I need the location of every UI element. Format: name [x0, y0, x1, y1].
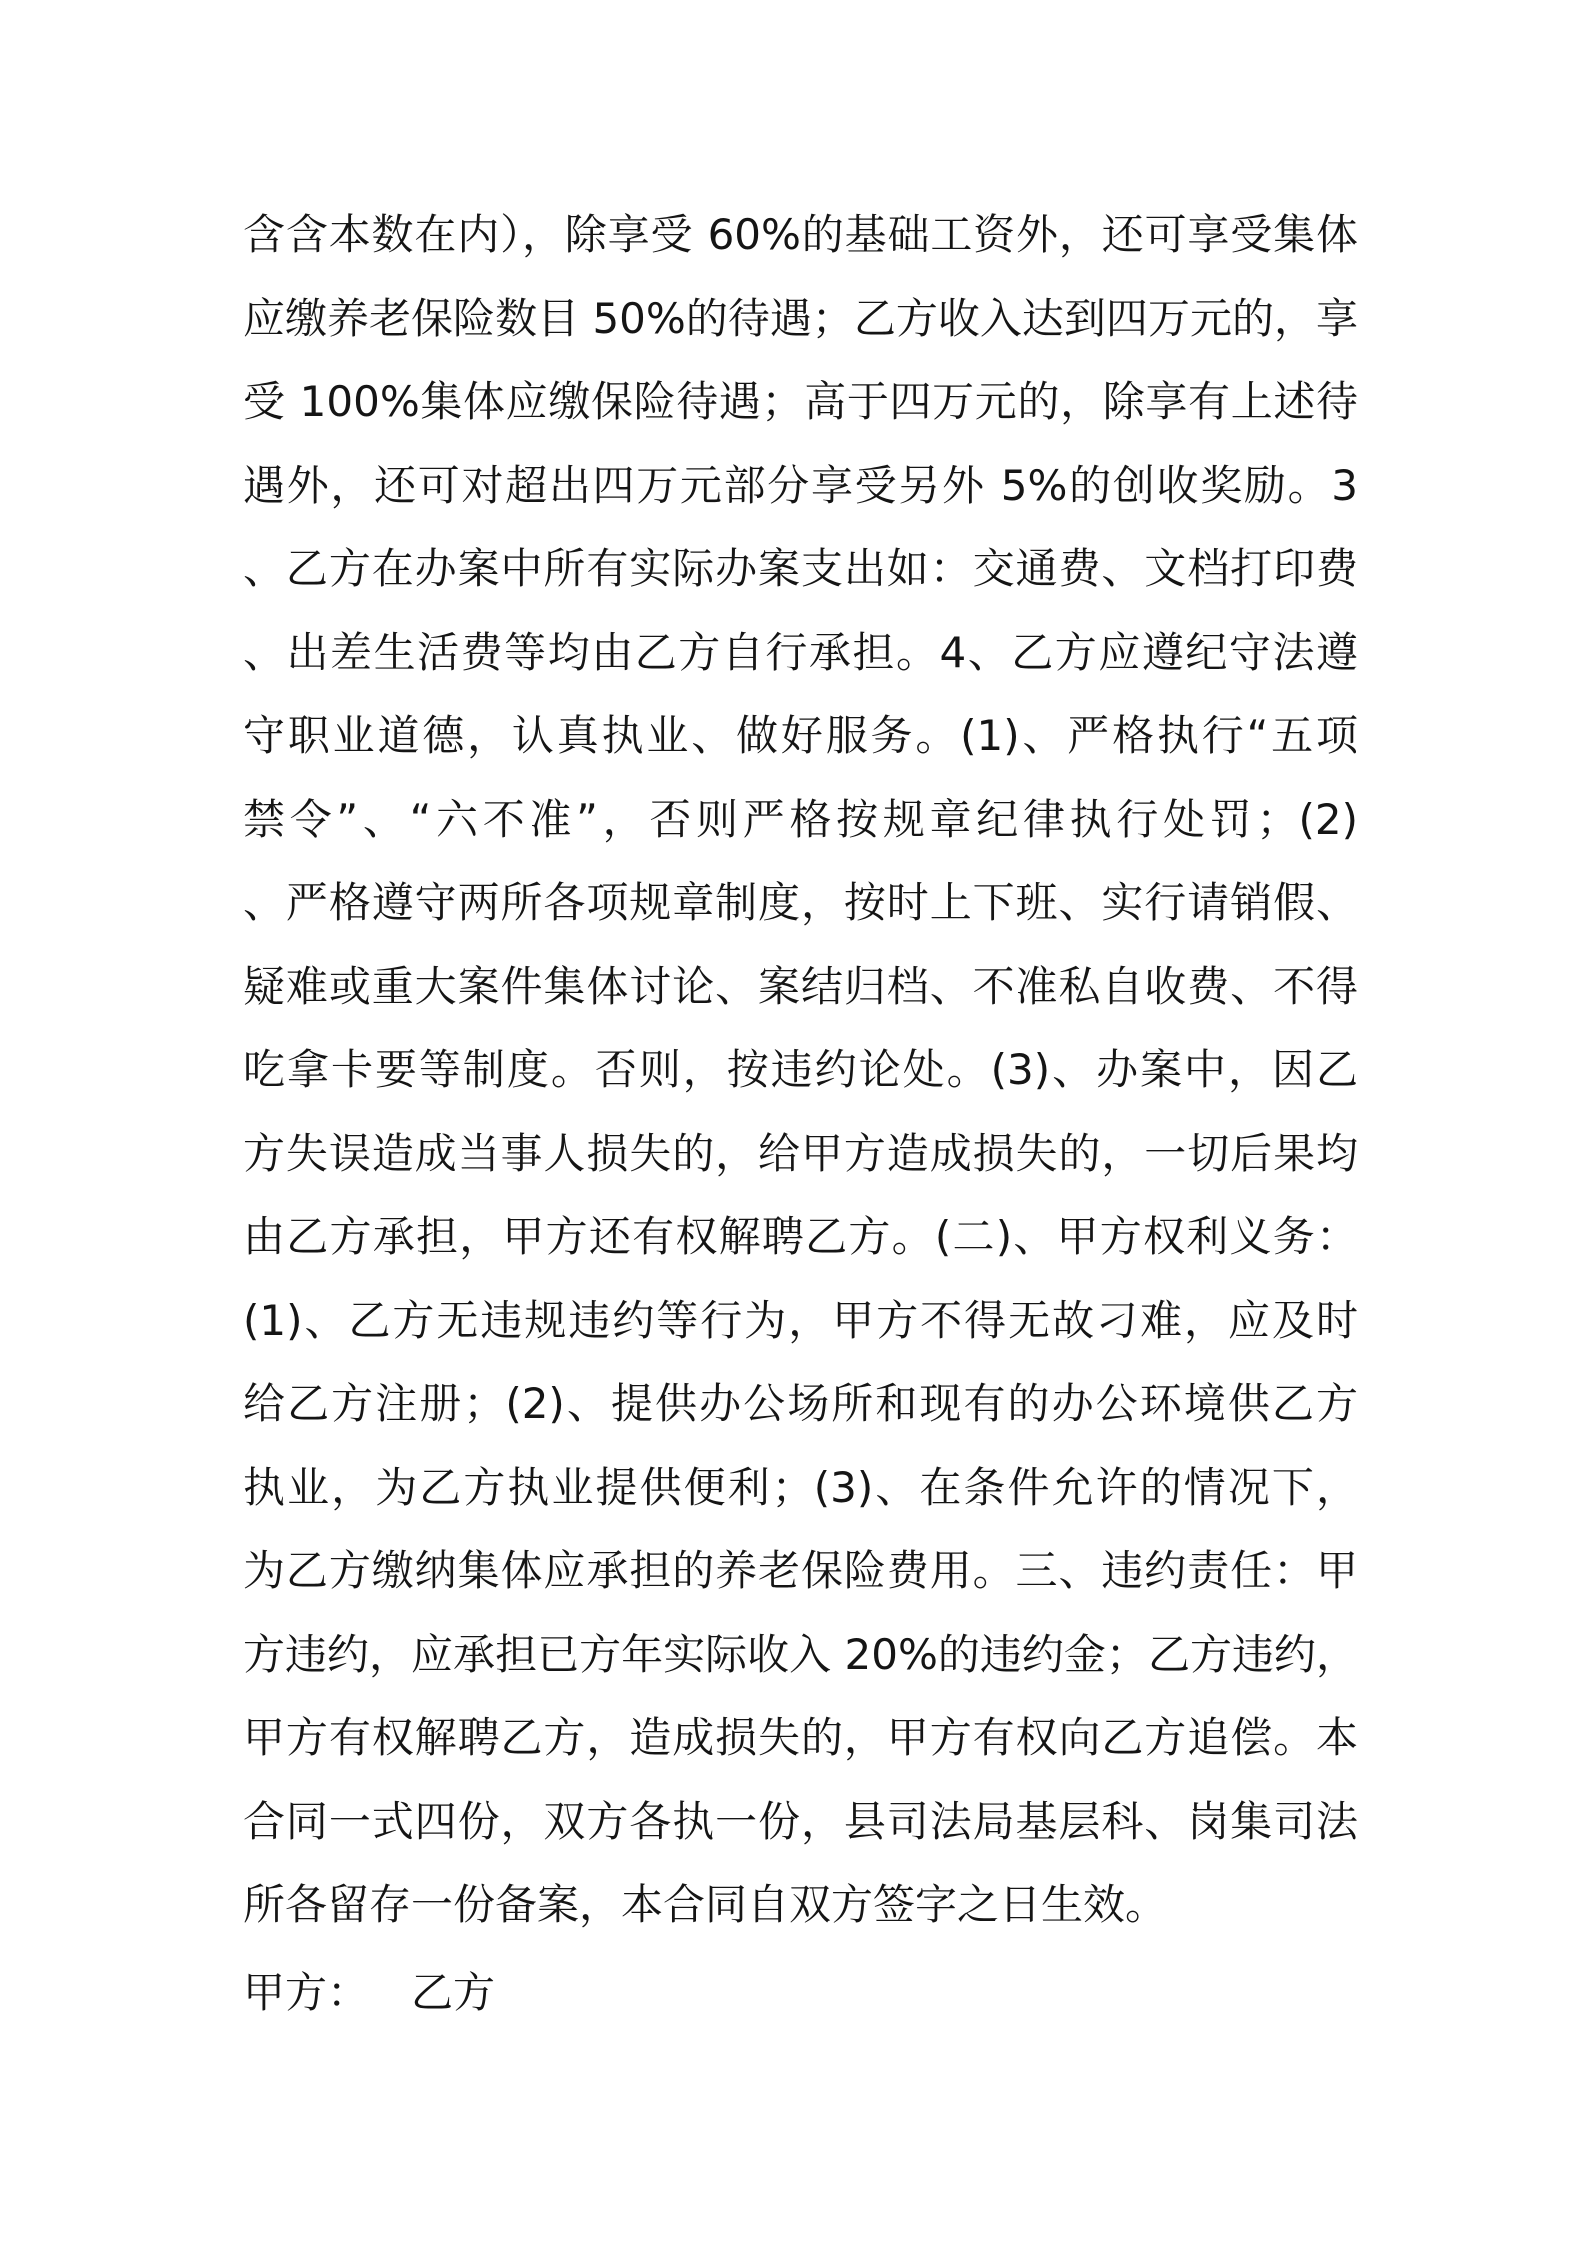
text-line: 疑难或重大案件集体讨论、案结归档、不准私自收费、不得 [243, 961, 1358, 1011]
text-line: 守职业道德，认真执业、做好服务。(1)、严格执行“五项 [243, 711, 1358, 760]
text-line: (1)、乙方无违规违约等行为，甲方不得无故刁难，应及时 [243, 1295, 1358, 1345]
text-line: 所各留存一份备案，本合同自双方签字之日生效。 [243, 1880, 1168, 1929]
text-line: 甲方有权解聘乙方，造成损失的，甲方有权向乙方追偿。本 [243, 1713, 1358, 1762]
party-a-signature-label: 甲方： [243, 1968, 370, 2017]
text-line: 合同一式四份，双方各执一份，县司法局基层科、岗集司法 [243, 1796, 1358, 1846]
text-line: 、乙方在办案中所有实际办案支出如：交通费、文档打印费 [243, 544, 1358, 593]
text-line: 执业，为乙方执业提供便利；(3)、在条件允许的情况下， [243, 1462, 1358, 1512]
party-b-signature-label: 乙方 [411, 1968, 496, 2017]
signature-block [243, 1951, 495, 2035]
text-line: 方违约，应承担已方年实际收入 20%的违约金；乙方违约， [243, 1629, 1358, 1679]
text-line: 、严格遵守两所各项规章制度，按时上下班、实行请销假、 [243, 878, 1358, 927]
contract-body [243, 193, 1358, 1947]
text-line: 为乙方缴纳集体应承担的养老保险费用。三、违约责任：甲 [243, 1546, 1358, 1595]
text-line: 遇外，还可对超出四万元部分享受另外 5%的创收奖励。3 [243, 460, 1358, 510]
text-line: 、出差生活费等均由乙方自行承担。4、乙方应遵纪守法遵 [243, 627, 1358, 677]
text-line: 吃拿卡要等制度。否则，按违约论处。(3)、办案中，因乙 [243, 1045, 1358, 1094]
text-line: 方失误造成当事人损失的，给甲方造成损失的，一切后果均 [243, 1128, 1358, 1178]
text-line: 应缴养老保险数目 50%的待遇；乙方收入达到四万元的，享 [243, 293, 1358, 343]
text-line: 含含本数在内），除享受 60%的基础工资外，还可享受集体 [243, 210, 1358, 259]
text-line: 禁令”、“六不准”，否则严格按规章纪律执行处罚；(2) [243, 794, 1358, 844]
text-line: 受 100%集体应缴保险待遇；高于四万元的，除享有上述待 [243, 377, 1358, 426]
text-line: 由乙方承担，甲方还有权解聘乙方。(二)、甲方权利义务： [243, 1212, 1358, 1261]
text-line: 给乙方注册；(2)、提供办公场所和现有的办公环境供乙方 [243, 1379, 1358, 1428]
